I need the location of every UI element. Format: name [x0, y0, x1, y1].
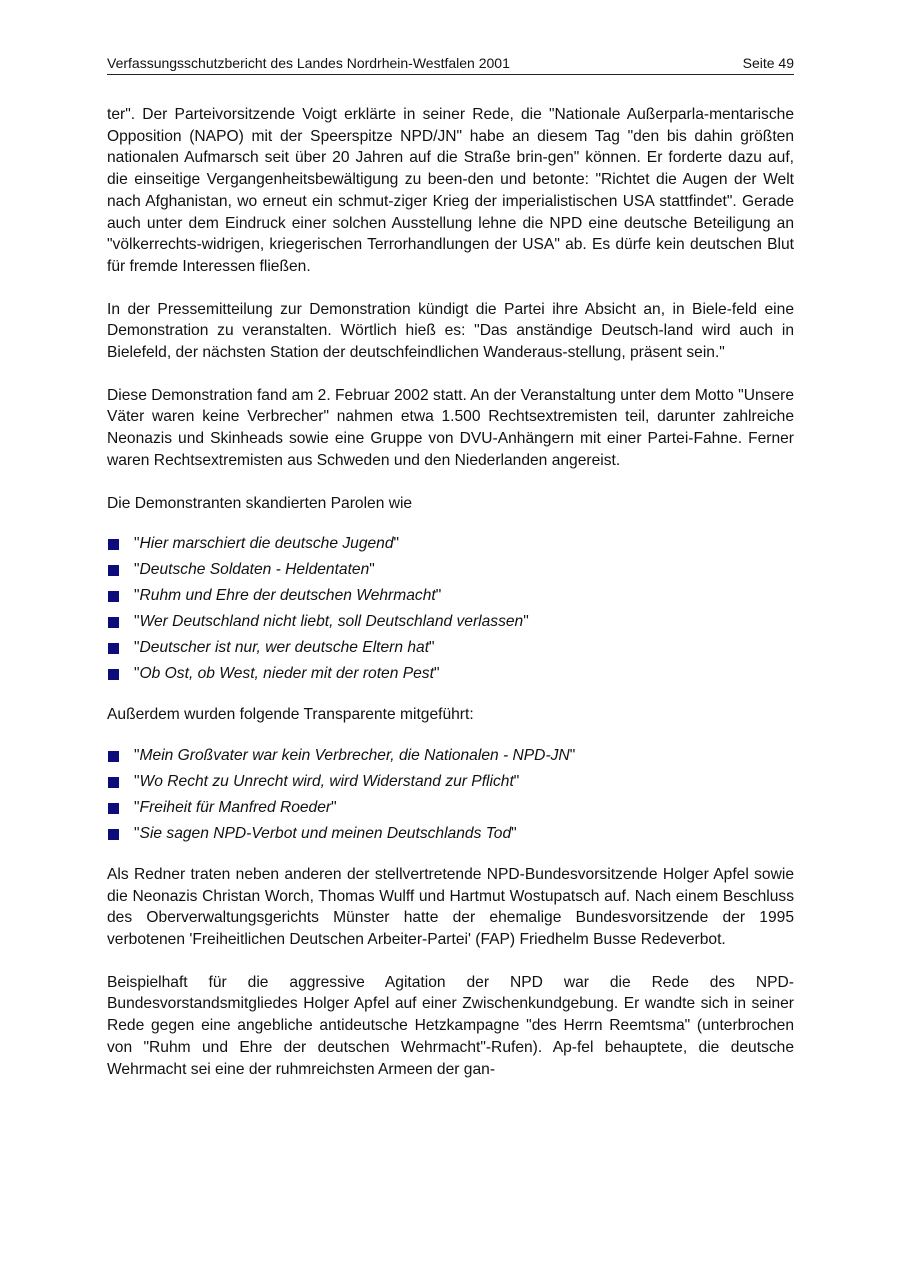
slogan-list: [107, 531, 794, 687]
square-bullet-icon: [108, 591, 119, 602]
paragraph: ter". Der Parteivorsitzende Voigt erklärte in seiner Rede, die "Nationale Außerparla-mentarische Opposition (NAPO) mit der Speerspitze NPD/JN" habe an diesem Tag "den bis dahin größten nationalen Aufmarsch seit über 20 Jahren auf die Straße brin-gen" können. Er forderte dazu auf, die einseitige Vergangenheitsbewältigung zu been-den und betonte: "Richtet die Augen der Welt nach Afghanistan, wo erneut ein schmut-ziger Krieg der imperialistischen USA stattfindet". Gerade auch unter dem Eindruck einer solchen Ausstellung lehne die NPD eine deutsche Beteiligung an "völkerrechts-widrigen, kriegerischen Terrorhandlungen der USA" ab. Es dürfe kein deutschen Blut für fremde Interessen fließen.: [107, 106, 794, 275]
paragraph: In der Pressemitteilung zur Demonstration kündigt die Partei ihre Absicht an, in Biele-feld eine Demonstration zu veranstalten. Wörtlich hieß es: "Das anständige Deutsch-land wird auch in Bielefeld, der nächsten Station der deutschfeindlichen Wanderaus-stellung, präsent sein.": [107, 300, 794, 362]
paragraph: Als Redner traten neben anderen der stellvertretende NPD-Bundesvorsitzende Holger Apfel sowie die Neonazis Christan Worch, Thomas Wulff und Hartmut Wostupatsch auf. Nach einem Beschluss des Oberverwaltungsgerichts Münster hatte der ehemalige Bundesvorsitzende der 1995 verbotenen 'Freiheitlichen Deutschen Arbeiter-Partei' (FAP) Friedhelm Busse Redeverbot.: [107, 865, 794, 949]
square-bullet-icon: [108, 751, 119, 762]
paragraph: Außerdem wurden folgende Transparente mitgeführt:: [107, 706, 474, 724]
document-body: [107, 104, 794, 1080]
list-item: "Deutsche Soldaten - Heldentaten": [107, 557, 794, 583]
square-bullet-icon: [108, 669, 119, 680]
list-item: "Mein Großvater war kein Verbrecher, die Nationalen - NPD-JN": [107, 743, 794, 769]
banner-list: [107, 743, 794, 847]
paragraph: Die Demonstranten skandierten Parolen wie: [107, 494, 413, 512]
list-item: "Freiheit für Manfred Roeder": [107, 795, 794, 821]
slogan-text: Hier marschiert die deutsche Jugend: [139, 535, 394, 553]
square-bullet-icon: [108, 803, 119, 814]
square-bullet-icon: [108, 777, 119, 788]
square-bullet-icon: [108, 829, 119, 840]
paragraph: Diese Demonstration fand am 2. Februar 2002 statt. An der Veranstaltung unter dem Motto "Unsere Väter waren keine Verbrecher" nahmen etwa 1.500 Rechtsextremisten teil, darunter zahlreiche Neonazis und Skinheads sowie eine Gruppe von DVU-Anhängern mit einer Partei-Fahne. Ferner waren Rechtsextremisten aus Schweden und den Niederlanden angereist.: [107, 386, 794, 469]
square-bullet-icon: [108, 565, 119, 576]
square-bullet-icon: [108, 643, 119, 654]
square-bullet-icon: [108, 539, 119, 550]
list-item: "Sie sagen NPD-Verbot und meinen Deutschlands Tod": [107, 821, 794, 847]
slogan-text: Ruhm und Ehre der deutschen Wehrmacht: [139, 587, 436, 605]
document-title: Verfassungsschutzbericht des Landes Nordrhein-Westfalen 2001: [107, 55, 510, 71]
list-item: "Hier marschiert die deutsche Jugend": [107, 531, 794, 557]
banner-text: Wo Recht zu Unrecht wird, wird Widerstand zur Pflicht: [139, 772, 514, 790]
page-number: Seite 49: [742, 55, 794, 71]
paragraph: Beispielhaft für die aggressive Agitation der NPD war die Rede des NPD-Bundesvorstandsmitgliedes Holger Apfel auf einer Zwischenkundgebung. Er wandte sich in seiner Rede gegen eine angebliche antideutsche Hetzkampagne "des Herrn Reemtsma" (unterbrochen von "Ruhm und Ehre der deutschen Wehrmacht"-Rufen). Ap-fel behauptete, die deutsche Wehrmacht sei eine der ruhmreichsten Armeen der gan-: [107, 973, 794, 1078]
banner-text: Mein Großvater war kein Verbrecher, die Nationalen - NPD-JN: [139, 746, 570, 764]
banner-text: Sie sagen NPD-Verbot und meinen Deutschlands Tod: [139, 824, 512, 842]
page-header: [107, 52, 794, 75]
slogan-text: Ob Ost, ob West, nieder mit der roten Pest: [139, 665, 434, 683]
list-item: "Wer Deutschland nicht liebt, soll Deutschland verlassen": [107, 609, 794, 635]
slogan-text: Deutsche Soldaten - Heldentaten: [139, 561, 370, 579]
list-item: "Ob Ost, ob West, nieder mit der roten Pest": [107, 661, 794, 687]
slogan-text: Wer Deutschland nicht liebt, soll Deutschland verlassen: [139, 613, 524, 631]
banner-text: Freiheit für Manfred Roeder: [139, 798, 332, 816]
list-item: "Wo Recht zu Unrecht wird, wird Widerstand zur Pflicht": [107, 769, 794, 795]
square-bullet-icon: [108, 617, 119, 628]
slogan-text: Deutscher ist nur, wer deutsche Eltern hat: [139, 639, 430, 657]
list-item: "Ruhm und Ehre der deutschen Wehrmacht": [107, 583, 794, 609]
list-item: "Deutscher ist nur, wer deutsche Eltern hat": [107, 635, 794, 661]
